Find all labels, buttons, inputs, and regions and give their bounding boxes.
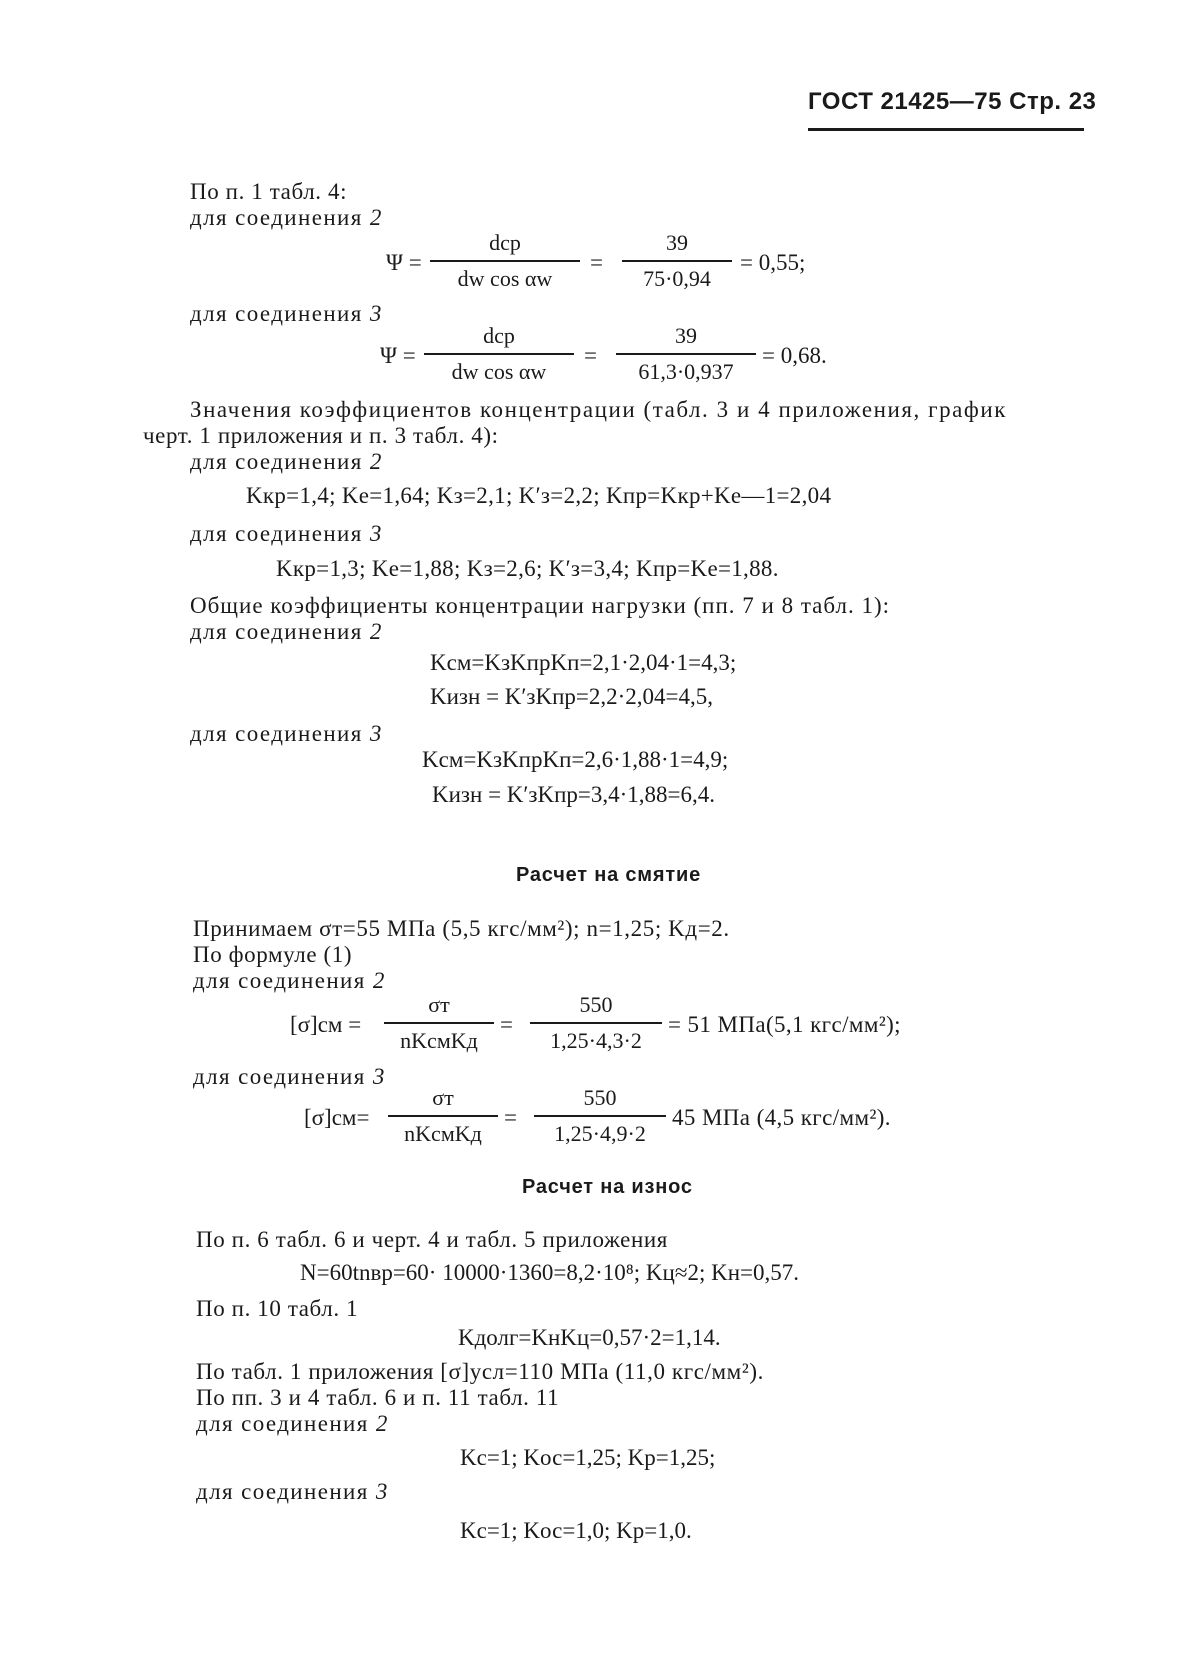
connection-3-label: для соединения 3	[196, 1479, 389, 1504]
k-crush-formula-3: Kсм=KзKпрKп=2,6·1,88·1=4,9;	[422, 747, 729, 772]
k-long-formula: Kдолг=KнKц=0,57·2=1,14.	[458, 1325, 721, 1350]
clauses-reference-line: По пп. 3 и 4 табл. 6 и п. 11 табл. 11	[196, 1385, 560, 1410]
concentration-text-line-1: Значения коэффициентов концентрации (табл. 3 и 4 приложения, график	[190, 397, 1007, 422]
sigma-2-fraction	[384, 994, 494, 1052]
k-factors-formula-2: Kс=1; Kос=1,25; Kр=1,25;	[460, 1445, 716, 1470]
k-wear-formula-3: Kизн = K′зKпр=3,4·1,88=6,4.	[432, 782, 716, 807]
sigma-3-value-fraction	[534, 1087, 666, 1145]
allowed-stress-line: По табл. 1 приложения [σ]усл=110 МПа (11,0 кгс/мм²).	[196, 1359, 764, 1384]
sigma-3-lhs: [σ]см=	[304, 1105, 370, 1130]
psi-2-value-denominator: 75·0,94	[643, 266, 711, 291]
connection-2-label: для соединения 2	[196, 1411, 389, 1436]
psi-3-fraction	[424, 325, 574, 383]
sigma-2-denominator: nKсмKд	[400, 1028, 478, 1053]
psi-2-numerator: dср	[430, 232, 580, 262]
connection-2-label: для соединения 2	[190, 205, 383, 230]
sigma-3-fraction	[388, 1087, 498, 1145]
psi-3-equals: =	[584, 343, 597, 368]
psi-3-denominator: dw cos αw	[451, 359, 547, 384]
sigma-2-result: = 51 МПа(5,1 кгс/мм²);	[668, 1012, 901, 1037]
section-heading-wear: Расчет на износ	[522, 1176, 693, 1198]
connection-2-label: для соединения 2	[190, 449, 383, 474]
sigma-3-value-denominator: 1,25·4,9·2	[554, 1121, 646, 1146]
psi-3-value-numerator: 39	[616, 325, 756, 355]
page-header: ГОСТ 21425—75 Стр. 23	[808, 88, 1097, 115]
sigma-3-equals: =	[504, 1105, 517, 1130]
connection-3-label: для соединения 3	[190, 301, 383, 326]
formula-reference-line: По формуле (1)	[193, 942, 353, 967]
connection-3-label: для соединения 3	[190, 521, 383, 546]
intro-line: По п. 1 табл. 4:	[190, 179, 348, 204]
sigma-2-value-fraction	[530, 994, 662, 1052]
sigma-2-numerator: σт	[384, 994, 494, 1024]
accepted-values-line: Принимаем σт=55 МПа (5,5 кгс/мм²); n=1,25; Kд=2.	[193, 916, 730, 941]
connection-2-label: для соединения 2	[190, 619, 383, 644]
sigma-2-value-numerator: 550	[530, 994, 662, 1024]
table-reference-line: По п. 10 табл. 1	[196, 1296, 359, 1321]
psi-3-value-denominator: 61,3·0,937	[638, 359, 734, 384]
sigma-3-value-numerator: 550	[534, 1087, 666, 1117]
sigma-3-denominator: nKсмKд	[404, 1121, 482, 1146]
psi-2-result: = 0,55;	[740, 250, 806, 275]
k-factors-formula-3: Kс=1; Kос=1,0; Kр=1,0.	[460, 1518, 692, 1543]
psi-2-value-fraction	[622, 232, 732, 290]
coefficients-formula-2: Kкр=1,4; Kе=1,64; Kз=2,1; K′з=2,2; Kпр=Kкр+Ke—1=2,04	[246, 483, 832, 508]
wear-reference-line: По п. 6 табл. 6 и черт. 4 и табл. 5 приложения	[196, 1227, 668, 1252]
sigma-2-value-denominator: 1,25·4,3·2	[550, 1028, 642, 1053]
k-crush-formula-2: Kсм=KзKпрKп=2,1·2,04·1=4,3;	[430, 650, 737, 675]
psi-3-numerator: dср	[424, 325, 574, 355]
connection-3-label: для соединения 3	[193, 1064, 386, 1089]
sigma-3-numerator: σт	[388, 1087, 498, 1117]
psi-3-lhs: Ψ =	[380, 343, 416, 368]
sigma-2-lhs: [σ]см =	[290, 1012, 362, 1037]
coefficients-formula-3: Kкр=1,3; Kе=1,88; Kз=2,6; K′з=3,4; Kпр=Kе=1,88.	[276, 556, 779, 581]
psi-2-value-numerator: 39	[622, 232, 732, 262]
psi-2-equals: =	[590, 250, 603, 275]
k-wear-formula-2: Kизн = K′зKпр=2,2·2,04=4,5,	[430, 684, 714, 709]
cycles-formula: N=60tnвр=60· 10000·1360=8,2·10⁸; Kц≈2; Kн=0,57.	[300, 1260, 799, 1285]
sigma-2-equals: =	[500, 1012, 513, 1037]
connection-2-label: для соединения 2	[193, 968, 386, 993]
psi-2-denominator: dw cos αw	[457, 266, 553, 291]
sigma-3-result: 45 МПа (4,5 кгс/мм²).	[672, 1105, 891, 1130]
section-heading-crush: Расчет на смятие	[516, 864, 701, 886]
connection-3-label: для соединения 3	[190, 721, 383, 746]
psi-3-value-fraction	[616, 325, 756, 383]
concentration-text-line-2: черт. 1 приложения и п. 3 табл. 4):	[143, 423, 499, 448]
load-coefficients-text: Общие коэффициенты концентрации нагрузки (пп. 7 и 8 табл. 1):	[190, 593, 891, 618]
psi-2-lhs: Ψ =	[386, 250, 422, 275]
psi-2-fraction	[430, 232, 580, 290]
psi-3-result: = 0,68.	[762, 343, 827, 368]
header-rule	[808, 128, 1084, 131]
